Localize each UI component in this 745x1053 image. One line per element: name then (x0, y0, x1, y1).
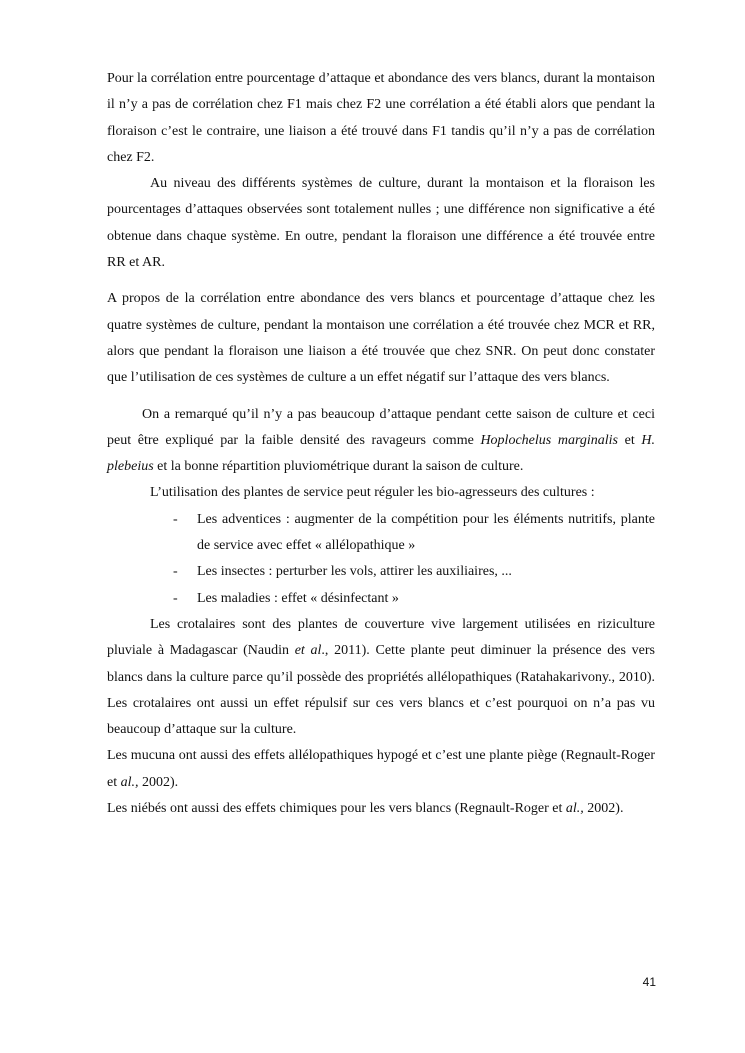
paragraph-systemes-culture: Au niveau des différents systèmes de culture, durant la montaison et la floraison les pourcentages d’attaques observées sont totalement nulles ; une différence non significative a été obtenue dans chaque système. En outre, pendant la floraison une différence a été trouvée entre RR et AR. (107, 176, 655, 271)
list-item-maladies (173, 586, 655, 612)
paragraph-niebes (107, 796, 655, 822)
citation-al: al., (120, 774, 139, 790)
paragraph-faible-attaque-text-1: On a remarqué qu’il n’y a pas beaucoup d’attaque pendant cette saison de culture et ceci peut être expliqué par la faible densité des ravageurs comme (107, 406, 655, 448)
list-bullet: - (173, 564, 178, 580)
paragraph-mucuna (107, 743, 655, 796)
paragraph-niebes-text-1: Les niébés ont aussi des effets chimiques pour les vers blancs (Regnault-Roger et (107, 801, 566, 817)
species-plebeius: H. plebeius (107, 432, 656, 475)
list-item-adventices (173, 507, 655, 560)
list-item-insectes (173, 559, 655, 585)
list-item-text: Les adventices : augmenter de la compétition pour les éléments nutritifs, plante de service avec effet « allélopathique » (197, 511, 655, 554)
paragraph-faible-attaque-text-2: et (618, 432, 642, 448)
service-plants-list (107, 507, 655, 612)
paragraph-mucuna-text-1: Les mucuna ont aussi des effets allélopathiques hypogé et c’est une plante piège (Regnault-Roger et (107, 748, 655, 790)
citation-al: al., (565, 801, 584, 817)
list-item-text: Les maladies : effet « désinfectant » (197, 590, 399, 606)
paragraph-crotalaires-text-2: ., 2011). Cette plante peut diminuer la présence des vers blancs dans la culture parce qu’il possède des propriétés allélopathiques (Ratahakarivony., 2010). Les crotalaires ont aussi un effet répulsif sur ces vers blancs et c’est pourquoi on n’a pas vu beaucoup d’attaque sur la culture. (107, 643, 655, 738)
paragraph-faible-attaque-text-3: et la bonne répartition pluviométrique durant la saison de culture. (153, 459, 524, 475)
page-number: 41 (642, 975, 656, 989)
list-bullet: - (173, 511, 178, 527)
paragraph-niebes-text-2: 2002). (583, 801, 624, 817)
list-item-text: Les insectes : perturber les vols, attirer les auxiliaires, ... (197, 564, 512, 580)
species-hoplochelus: Hoplochelus marginalis (480, 432, 618, 448)
document-page (107, 66, 655, 822)
citation-et-al: et al (294, 643, 322, 659)
paragraph-crotalaires-text-1: Les crotalaires sont des plantes de couverture vive largement utilisées en riziculture pluviale à Madagascar (Naudin (107, 616, 655, 659)
list-bullet: - (173, 590, 178, 606)
list-intro: L’utilisation des plantes de service peut réguler les bio-agresseurs des cultures : (150, 485, 595, 501)
paragraph-mucuna-text-2: 2002). (138, 774, 179, 790)
paragraph-crotalaires (107, 612, 655, 743)
paragraph-correlation-f1-f2: Pour la corrélation entre pourcentage d’attaque et abondance des vers blancs, durant la montaison il n’y a pas de corrélation chez F1 mais chez F2 une corrélation a été établi alors que pendant la floraison c’est le contraire, une liaison a été trouvé dans F1 tandis qu’il n’y a pas de corrélation chez F2. (107, 71, 655, 165)
paragraph-faible-attaque (107, 402, 655, 481)
paragraph-correlation-systemes: A propos de la corrélation entre abondance des vers blancs et pourcentage d’attaque chez les quatre systèmes de culture, pendant la montaison une corrélation a été trouvée chez MCR et RR, alors que pendant la floraison une liaison a été trouvée que chez SNR. On peut donc constater que l’utilisation de ces systèmes de culture a un effet négatif sur l’attaque des vers blancs. (107, 291, 655, 386)
